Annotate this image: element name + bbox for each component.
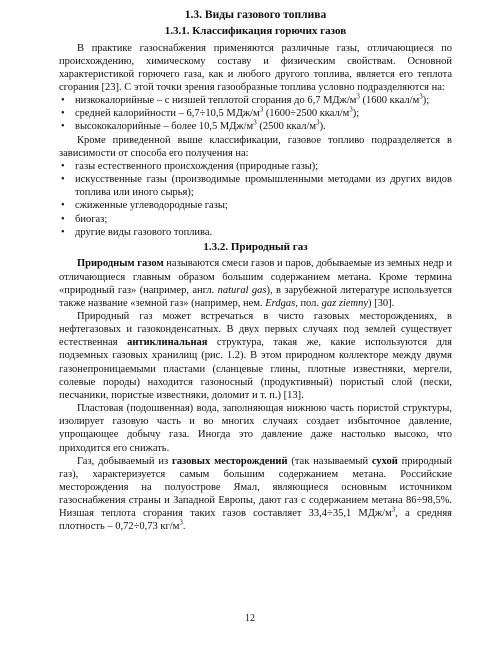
list-item: [59, 226, 452, 239]
list-item: [59, 173, 452, 199]
italic-term: Erdgas: [265, 297, 296, 309]
superscript: 3: [419, 92, 423, 101]
list-item-text: средней калорийности – 6,7÷10,5 МДж/м: [75, 108, 260, 120]
superscript: 3: [356, 92, 360, 101]
text-run: ) [30].: [368, 297, 395, 309]
list-item-text: биогаз;: [75, 213, 108, 225]
list-item-text: высококалорийные – более 10,5 МДж/м: [75, 121, 254, 133]
text-run: Газ, добываемый из: [77, 455, 172, 467]
italic-term: natural gas: [217, 284, 267, 296]
list-item-text: низкокалорийные – с низшей теплотой сгорания до 6,7 МДж/м: [75, 95, 357, 107]
text-run: ), в зарубежной литературе используется также название «земной газ» (например, нем.: [59, 284, 452, 309]
list-item-text: другие виды газового топлива.: [75, 226, 213, 238]
bullet-icon: •: [61, 200, 65, 212]
list-item-text: );: [422, 95, 430, 107]
subsection-title-natural-gas: 1.3.2. Природный газ: [203, 240, 308, 253]
text-run: , а средняя плотность – 0,72÷0,73 кг/м: [59, 508, 452, 533]
paragraph-dry-gas: [59, 455, 452, 534]
subsection-title-classification: 1.3.1. Классификация горючих газов: [164, 25, 347, 37]
list-item: [59, 94, 452, 107]
text-run: структура, такая же, какие используются для подземных газовых хранилищ (рис. 1.2). В этом природном коллекторе между двумя газонепроницаемыми пластами (сланцевые глины, плотные известняки, мергели, солевые породы) находится газоносный (продуктивный) пористый слой (пески, песчаники, пористые известняки, доломит и т. п.) [13].: [59, 337, 452, 401]
list-item: [59, 120, 452, 133]
superscript: 3: [391, 505, 396, 514]
bullet-icon: •: [61, 174, 65, 186]
paragraph-intro: В практике газоснабжения применяются различные газы, отличающиеся по происхождению, химическому составу и физическим свойствам. Основной характеристикой горючего газа, как и любого другого топлива, является его теплота сгорания [23]. С этой точки зрения газообразные топлива условно подразделяются на:: [59, 42, 452, 93]
text-run: (так называемый: [287, 455, 372, 467]
bold-term: газовых месторождений: [171, 455, 288, 467]
text-run: , пол.: [295, 297, 322, 309]
list-item: [59, 213, 452, 226]
text-run: Природный газ может встречаться в чисто газовых месторождениях, в нефтегазовых и газоконденсатных. В двух первых случаях под землей существует естественная: [59, 310, 452, 349]
list-item-text: сжиженные углеводородные газы;: [75, 200, 228, 212]
paragraph-natural-gas-definition: [59, 257, 452, 310]
bold-term: Природным газом: [77, 258, 164, 270]
heat-value-list: [59, 94, 452, 133]
paragraph-origin-intro: Кроме приведенной выше классификации, газовое топливо подразделяется в зависимости от способа его получения на:: [59, 134, 452, 159]
bold-term: антиклинальная: [127, 337, 208, 349]
bullet-icon: •: [61, 95, 65, 107]
superscript: 3: [179, 518, 183, 527]
superscript: 3: [316, 118, 320, 127]
list-item-text: газы естественного происхождения (природные газы);: [75, 160, 319, 172]
superscript: 3: [259, 105, 264, 114]
bullet-icon: •: [61, 213, 65, 225]
bold-term: сухой: [371, 455, 398, 467]
bullet-icon: •: [61, 121, 65, 133]
page-content: [59, 8, 452, 534]
origin-list: [59, 160, 452, 239]
list-item-text: ).: [319, 121, 326, 133]
bullet-icon: •: [61, 226, 65, 238]
section-title: 1.3. Виды газового топлива: [184, 9, 327, 21]
superscript: 3: [253, 118, 257, 127]
superscript: 3: [349, 105, 353, 114]
page-number: 12: [245, 613, 255, 624]
text-run: называются смеси газов и паров, добываемые из земных недр и отличающиеся главным образом большим содержанием метана. Кроме термина «природный газ» (например, англ.: [59, 258, 453, 296]
paragraph-formation-water: Пластовая (подошвенная) вода, заполняющая нижнюю часть пористой структуры, изолирует газовую часть и во многих случаях создает избыточное давление, упрощающее добычу газа. Иногда это давление даже настолько высоко, что приходится его снижать.: [59, 403, 452, 454]
bullet-icon: •: [61, 160, 65, 172]
list-item-text: (2500 ккал/м: [256, 121, 317, 133]
list-item-text: (1600÷2500 ккал/м: [263, 108, 350, 120]
list-item-text: (1600 ккал/м: [359, 95, 420, 107]
text-run: природный газ), характеризуется самым большим содержанием метана. Российские месторождения на полуострове Ямал, являющиеся основным источником газоснабжения страны и Западной Европы, дают газ с содержанием метана 86÷98,5%. Низшая теплота сгорания таких газов составляет 33,4÷35,1 МДж/м: [59, 455, 452, 520]
list-item: [59, 160, 452, 173]
paragraph-deposits: [59, 310, 452, 402]
list-item: [59, 199, 452, 212]
italic-term: gaz ziemny: [321, 297, 369, 309]
list-item-text: искусственные газы (производимые промышленными методами из других видов топлива или иного сырья);: [75, 174, 452, 199]
bullet-icon: •: [61, 108, 65, 120]
text-run: .: [182, 521, 186, 533]
list-item-text: );: [352, 108, 360, 120]
